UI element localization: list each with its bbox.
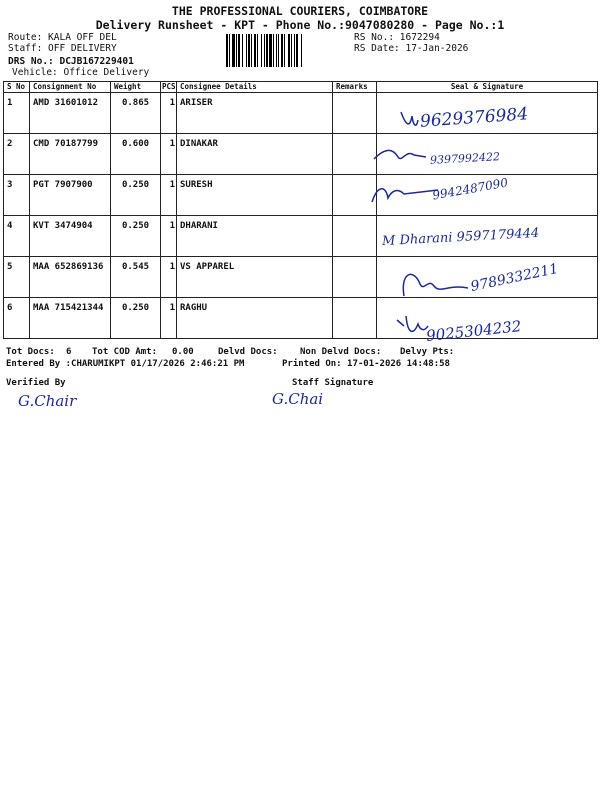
signature-scribble <box>372 145 428 167</box>
header-remarks: Remarks <box>333 82 377 93</box>
signature-scribble <box>398 266 472 300</box>
cell-sno: 4 <box>4 216 30 257</box>
handwritten-phone: 9629376984 <box>419 104 529 132</box>
cell-consignee: RAGHU <box>177 298 333 339</box>
cell-sno: 5 <box>4 257 30 298</box>
staff-label: Staff: OFF DELIVERY <box>8 43 117 54</box>
cell-consignment: MAA 652869136 <box>30 257 111 298</box>
cell-consignment: KVT 3474904 <box>30 216 111 257</box>
delvd-docs-label: Delvd Docs: <box>218 347 278 357</box>
printed-on: Printed On: 17-01-2026 14:48:58 <box>282 359 450 369</box>
table-row <box>4 175 598 216</box>
header-seal-signature: Seal & Signature <box>377 82 598 93</box>
cell-remarks <box>333 257 377 298</box>
rs-date: RS Date: 17-Jan-2026 <box>354 43 469 54</box>
delvy-pts-label: Delvy Pts: <box>400 347 455 357</box>
header-consignment: Consignment No <box>30 82 111 93</box>
cell-remarks <box>333 93 377 134</box>
staff-signature: G.Chai <box>272 390 324 408</box>
cell-consignment: AMD 31601012 <box>30 93 111 134</box>
cell-consignee: VS APPAREL <box>177 257 333 298</box>
cell-consignment: PGT 7907900 <box>30 175 111 216</box>
signature-scribble <box>394 312 430 340</box>
cell-weight: 0.250 <box>111 216 161 257</box>
cell-weight: 0.250 <box>111 175 161 216</box>
rs-number: RS No.: 1672294 <box>354 32 440 43</box>
verifier-signature: G.Chair <box>18 392 77 410</box>
cell-remarks <box>333 216 377 257</box>
signature-scribble <box>368 180 440 208</box>
cell-sno: 1 <box>4 93 30 134</box>
cell-pcs: 1 <box>161 257 177 298</box>
cell-consignment: MAA 715421344 <box>30 298 111 339</box>
cell-consignment: CMD 70187799 <box>30 134 111 175</box>
verified-by-label: Verified By <box>6 378 66 388</box>
runsheet-subtitle: Delivery Runsheet - KPT - Phone No.:9047080280 - Page No.:1 <box>95 18 505 32</box>
cell-consignee: ARISER <box>177 93 333 134</box>
tot-docs-value: 6 <box>66 347 72 357</box>
drs-number: DRS No.: DCJB167229401 <box>8 56 134 67</box>
cell-remarks <box>333 134 377 175</box>
cell-pcs: 1 <box>161 216 177 257</box>
tot-docs-label: Tot Docs: <box>6 347 55 357</box>
table-header-row <box>4 82 598 93</box>
entered-by: Entered By :CHARUMIKPT 01/17/2026 2:46:21 PM <box>6 359 245 369</box>
handwritten-phone: 9025304232 <box>425 317 523 345</box>
cell-weight: 0.250 <box>111 298 161 339</box>
table-row <box>4 134 598 175</box>
handwritten-phone: 9397992422 <box>429 150 501 167</box>
tot-cod-label: Tot COD Amt: <box>92 347 158 357</box>
cell-weight: 0.600 <box>111 134 161 175</box>
handwritten-phone: 9942487090 <box>431 175 509 203</box>
cell-pcs: 1 <box>161 93 177 134</box>
header-consignee: Consignee Details <box>177 82 333 93</box>
cell-sno: 2 <box>4 134 30 175</box>
cell-pcs: 1 <box>161 175 177 216</box>
cell-remarks <box>333 298 377 339</box>
cell-weight: 0.545 <box>111 257 161 298</box>
company-title: THE PROFESSIONAL COURIERS, COIMBATORE <box>171 4 429 18</box>
header-sno: S No <box>4 82 30 93</box>
cell-sno: 6 <box>4 298 30 339</box>
handwritten-name-phone: M Dharani 9597179444 <box>381 225 540 250</box>
header-pcs: PCS <box>162 82 176 91</box>
route-label: Route: KALA OFF DEL <box>8 32 117 43</box>
cell-pcs: 1 <box>161 134 177 175</box>
staff-signature-label: Staff Signature <box>292 378 374 388</box>
non-delvd-docs-label: Non Delvd Docs: <box>300 347 382 357</box>
barcode-image <box>226 34 349 67</box>
cell-pcs: 1 <box>161 298 177 339</box>
cell-weight: 0.865 <box>111 93 161 134</box>
header-weight: Weight <box>111 82 161 93</box>
cell-sno: 3 <box>4 175 30 216</box>
signature-scribble <box>398 108 420 134</box>
tot-cod-value: 0.00 <box>172 347 194 357</box>
cell-consignee: SURESH <box>177 175 333 216</box>
vehicle-label: Vehicle: Office Delivery <box>12 67 150 78</box>
cell-consignee: DINAKAR <box>177 134 333 175</box>
handwritten-phone: 9789332211 <box>469 260 560 296</box>
cell-consignee: DHARANI <box>177 216 333 257</box>
